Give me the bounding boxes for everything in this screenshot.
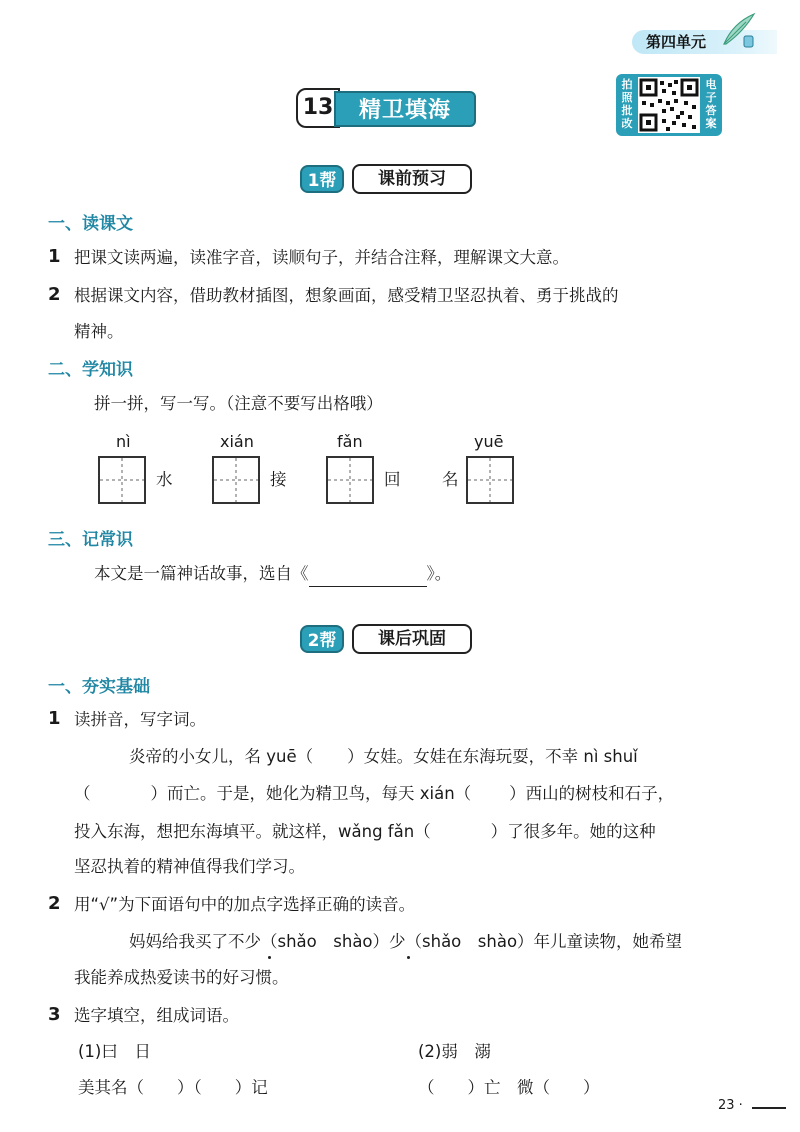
question-prompt: 选字填空，组成词语。: [74, 1006, 239, 1025]
fill-text-before: 本文是一篇神话故事，选自《: [94, 564, 309, 583]
passage-line: [74, 782, 674, 806]
writing-grid-box[interactable]: [98, 456, 146, 504]
character-label: 回: [384, 470, 401, 489]
answer-blank[interactable]: [309, 562, 427, 587]
writing-grid-box[interactable]: [212, 456, 260, 504]
writing-grid-box[interactable]: [466, 456, 514, 504]
help-badge-title: 课前预习: [352, 164, 472, 194]
fill-text-after: 》。: [426, 564, 452, 583]
pinyin-label: nì: [116, 432, 131, 451]
question-prompt: 读拼音，写字词。: [74, 710, 206, 729]
section-heading-knowledge: 三、记常识: [48, 530, 133, 550]
pinyin-label: fǎn: [337, 432, 363, 451]
passage-text: ）而亡。于是，她化为精卫鸟，每天 xián（: [150, 784, 472, 803]
passage-line: 我能养成热爱读书的好习惯。: [74, 968, 289, 987]
pinyin-label: xián: [220, 432, 254, 451]
help-badge-title: 课后巩固: [352, 624, 472, 654]
fill-line[interactable]: 美其名（ ）（ ）记: [78, 1078, 268, 1097]
help-badge-2: [300, 624, 474, 654]
emphasis-dot: [407, 956, 410, 959]
question-number: 2: [48, 893, 61, 914]
character-label: 名: [442, 470, 459, 489]
help-badge-number: 2帮: [300, 625, 344, 653]
lesson-heading: [296, 88, 476, 128]
feather-icon: [716, 10, 758, 52]
passage-text: （: [74, 784, 91, 803]
fill-line[interactable]: （ ）亡 微（ ）: [418, 1078, 600, 1097]
page-number: 23 ·: [718, 1098, 743, 1113]
item-number: 1: [48, 246, 61, 267]
passage-text: 投入东海，想把东海填平。就这样，wǎng fǎn（: [74, 822, 431, 841]
item-number: 2: [48, 284, 61, 305]
passage-text: ）西山的树枝和石子，: [509, 784, 675, 803]
unit-label: 第四单元: [646, 33, 707, 51]
help-badge-1: [300, 164, 474, 194]
passage-line: 坚忍执着的精神值得我们学习。: [74, 857, 305, 876]
character-label: 水: [156, 470, 173, 489]
passage-text: ）了很多年。她的这种: [490, 822, 656, 841]
question-prompt: 用“√”为下面语句中的加点字选择正确的读音。: [74, 895, 416, 914]
section-heading-basics: 一、夯实基础: [48, 677, 150, 697]
qr-code-icon[interactable]: [638, 77, 700, 133]
lesson-number: 13: [296, 88, 340, 128]
instruction-text: 拼一拼，写一写。（注意不要写出格哦）: [94, 394, 383, 413]
fill-sentence: [94, 562, 451, 587]
passage-line: [74, 820, 656, 844]
page-rule: [752, 1107, 786, 1109]
passage-line: [129, 745, 638, 769]
item-text: 根据课文内容，借助教材插图，想象画面，感受精卫坚忍执着、勇于挑战的: [74, 286, 619, 305]
writing-grid-box[interactable]: [326, 456, 374, 504]
qr-right-text: 电子答案: [705, 78, 717, 130]
section-heading-read: 一、读课文: [48, 214, 133, 234]
section-heading-learn: 二、学知识: [48, 360, 133, 380]
passage-line: 妈妈给我买了不少（shǎo shào）少（shǎo shào）年儿童读物，她希望: [129, 932, 683, 951]
lesson-title: 精卫填海: [334, 91, 476, 127]
help-badge-number: 1帮: [300, 165, 344, 193]
question-number: 3: [48, 1004, 61, 1025]
group-label: (2)弱 溺: [418, 1042, 491, 1061]
pinyin-label: yuē: [474, 432, 504, 451]
qr-panel[interactable]: [616, 74, 722, 136]
item-text: 把课文读两遍，读准字音，读顺句子，并结合注释，理解课文大意。: [74, 248, 569, 267]
emphasis-dot: [268, 956, 271, 959]
group-label: (1)曰 日: [78, 1042, 151, 1061]
character-label: 接: [270, 470, 287, 489]
passage-text: 炎帝的小女儿，名 yuē（: [129, 747, 314, 766]
item-text-continued: 精神。: [74, 322, 124, 341]
qr-left-text: 拍照批改: [621, 78, 633, 130]
passage-text: ）女娃。女娃在东海玩耍，不幸 nì shuǐ: [347, 747, 638, 766]
question-number: 1: [48, 708, 61, 729]
